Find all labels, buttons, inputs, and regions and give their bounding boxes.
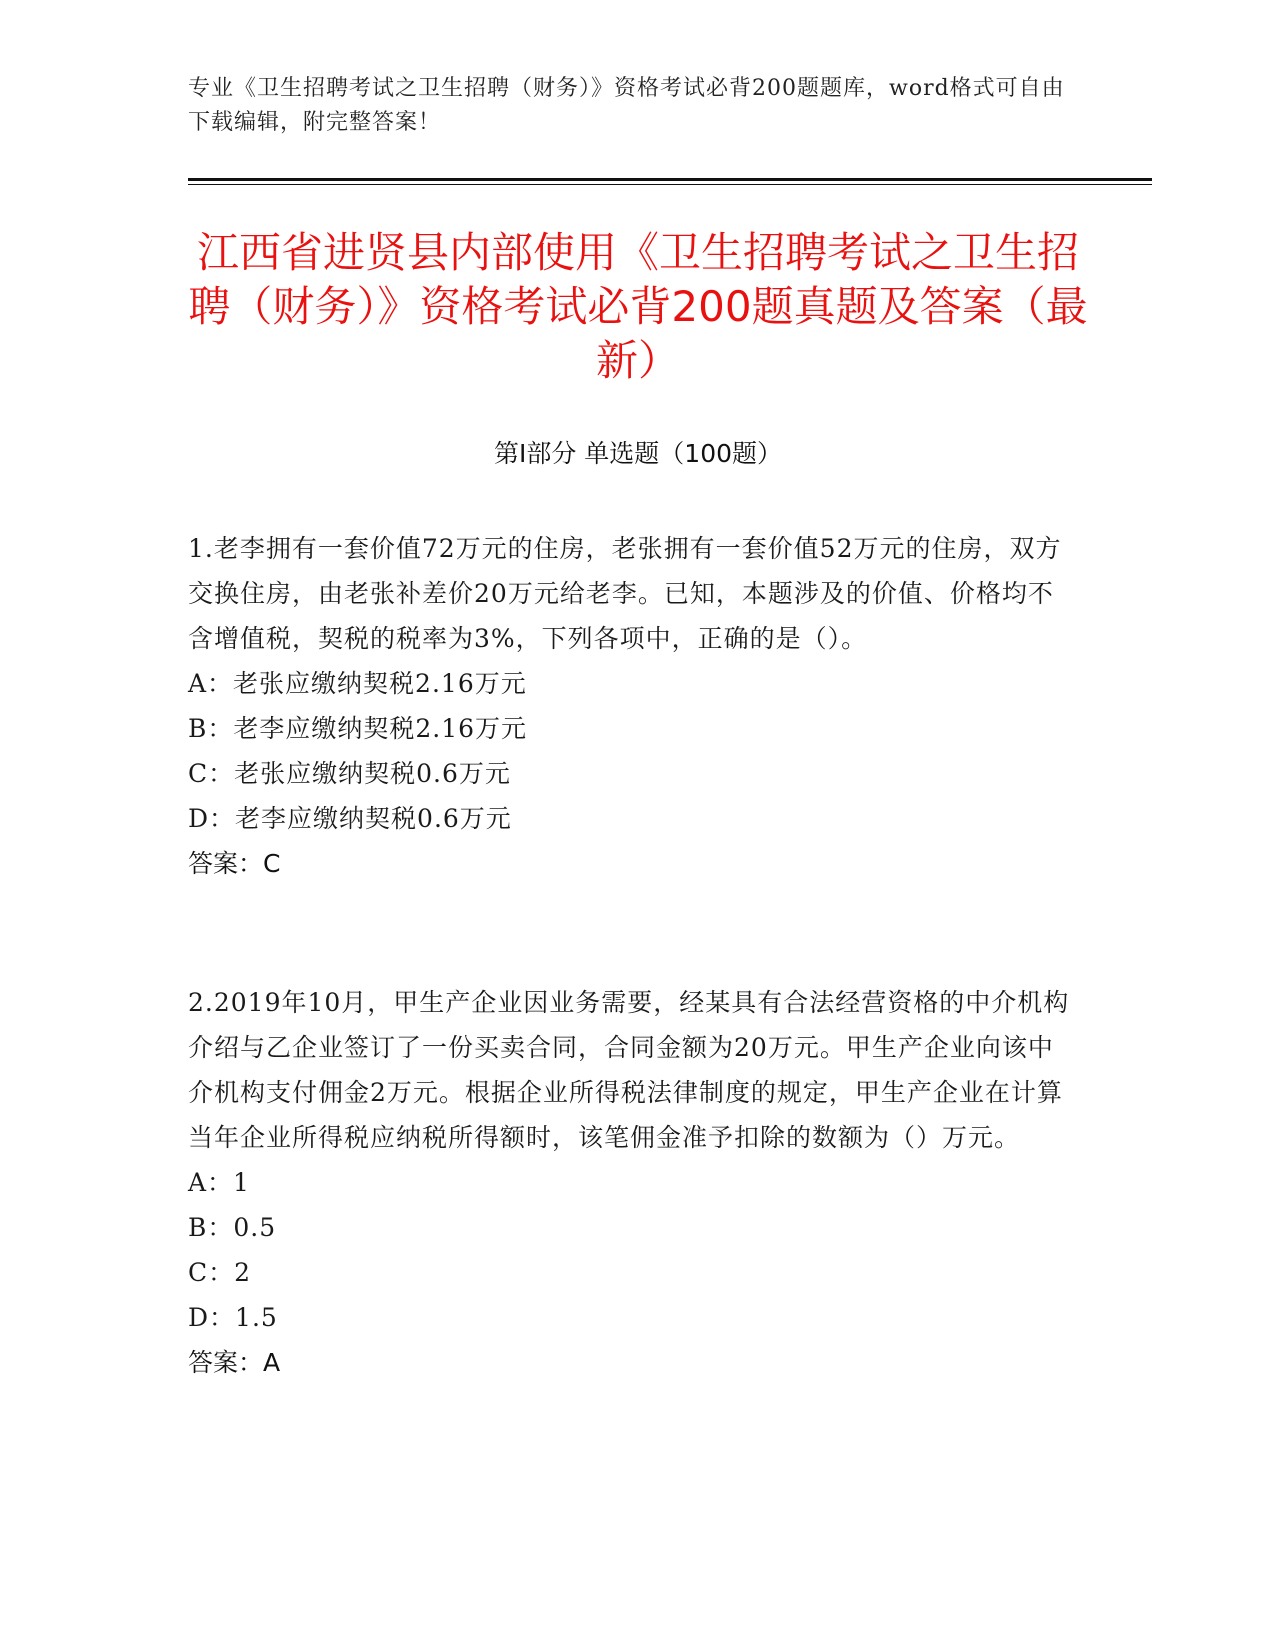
question-1 [188,526,1078,886]
section-title: 第Ⅰ部分 单选题（100题） [493,439,783,468]
option-a: A：1 [188,1168,250,1197]
option-d: D：老李应缴纳契税0.6万元 [188,804,512,833]
header-note: 专业《卫生招聘考试之卫生招聘（财务）》资格考试必背200题题库，word格式可自由下载编辑，附完整答案！ [188,76,1065,135]
option-c: C：老张应缴纳契税0.6万元 [188,759,511,788]
option-b: B：老李应缴纳契税2.16万元 [188,714,528,743]
option-b: B：0.5 [188,1213,277,1242]
answer-line: 答案：C [188,849,281,878]
question-stem: 1.老李拥有一套价值72万元的住房，老张拥有一套价值52万元的住房，双方交换住房，由老张补差价20万元给老李。已知，本题涉及的价值、价格均不含增值税，契税的税率为3%，下列各项中，正确的是（）。 [188,534,1062,653]
question-2 [188,980,1078,1385]
document-title: 江西省进贤县内部使用《卫生招聘考试之卫生招聘（财务）》资格考试必背200题真题及答案（最新） [188,228,1088,385]
header-rule-thin [188,184,1152,185]
header-rule-thick [188,178,1152,181]
question-stem: 2.2019年10月，甲生产企业因业务需要，经某具有合法经营资格的中介机构介绍与乙企业签订了一份买卖合同，合同金额为20万元。甲生产企业向该中介机构支付佣金2万元。根据企业所得税法律制度的规定，甲生产企业在计算当年企业所得税应纳税所得额时，该笔佣金准予扣除的数额为（）万元。 [188,988,1070,1152]
option-a: A：老张应缴纳契税2.16万元 [188,669,527,698]
option-d: D：1.5 [188,1303,278,1332]
answer-line: 答案：A [188,1348,281,1377]
option-c: C：2 [188,1258,252,1287]
